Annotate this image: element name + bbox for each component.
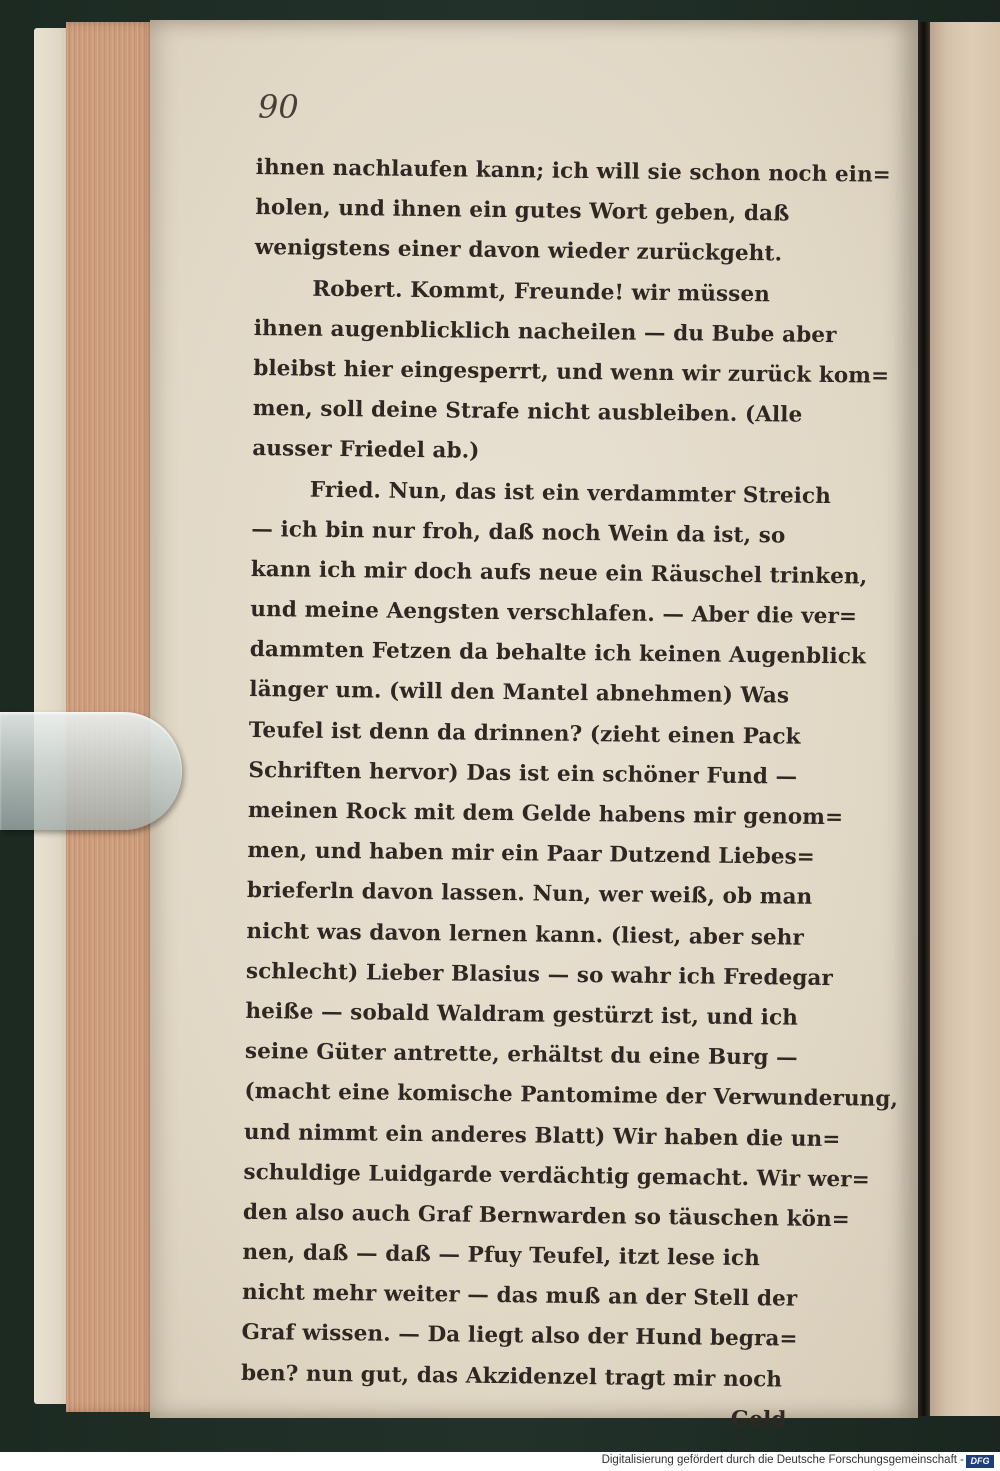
text-line: nen, daß — daß — Pfuy Teufel, itzt lese ich bbox=[242, 1239, 761, 1272]
funding-notice: Digitalisierung gefördert durch die Deutsche Forschungsgemeinschaft - bbox=[601, 1454, 964, 1466]
text-line: seine Güter antrette, erhältst du eine Burg — bbox=[244, 1039, 798, 1071]
text-line: Graf wissen. — Da liegt also der Hund begra= bbox=[241, 1320, 798, 1353]
text-line: ben? nun gut, das Akzidenzel tragt mir noch bbox=[240, 1360, 783, 1393]
text-line: Teufel ist denn da drinnen? (zieht einen Pack bbox=[248, 717, 801, 750]
text-line: holen, und ihnen ein gutes Wort geben, daß bbox=[255, 195, 790, 227]
text-line: schlecht) Lieber Blasius — so wahr ich Fredegar bbox=[245, 958, 834, 991]
text-line: kann ich mir doch aufs neue ein Räuschel trinken, bbox=[250, 556, 868, 590]
footer-bar bbox=[0, 1452, 1000, 1471]
text-line: und meine Aengsten verschlafen. — Aber die ver= bbox=[250, 597, 858, 630]
text-line: — ich bin nur froh, daß noch Wein da ist, so bbox=[251, 516, 786, 549]
text-line: Schriften hervor) Das ist ein schöner Fund — bbox=[248, 757, 798, 790]
facing-page bbox=[930, 22, 1000, 1416]
text-line: Fried. Nun, das ist ein verdammter Streich bbox=[309, 477, 832, 509]
book-gutter bbox=[918, 22, 930, 1416]
text-line: heiße — sobald Waldram gestürzt ist, und ich bbox=[245, 998, 799, 1031]
text-line: bleibst hier eingesperrt, und wenn wir zurück kom= bbox=[253, 355, 890, 389]
text-line: schuldige Luidgarde verdächtig gemacht. Wir wer= bbox=[243, 1159, 870, 1193]
text-line: (macht eine komische Pantomime der Verwunderung, bbox=[244, 1079, 899, 1113]
page-holder-clip bbox=[0, 712, 182, 830]
text-line: länger um. (will den Mantel abnehmen) Was bbox=[249, 677, 790, 709]
text-line: meinen Rock mit dem Gelde habens mir genom= bbox=[247, 797, 844, 831]
page-text bbox=[240, 148, 899, 1441]
page-number: 90 bbox=[258, 88, 299, 126]
text-line: men, soll deine Strafe nicht ausbleiben. (Alle bbox=[252, 396, 803, 428]
text-line: ihnen nachlaufen kann; ich will sie schon noch ein= bbox=[255, 154, 892, 188]
catchword: Geld bbox=[730, 1406, 787, 1433]
dfg-logo: DFG bbox=[966, 1455, 994, 1468]
text-line: men, und haben mir ein Paar Dutzend Liebes= bbox=[247, 838, 816, 871]
text-line: den also auch Graf Bernwarden so täuschen kön= bbox=[242, 1199, 851, 1233]
text-line: und nimmt ein anderes Blatt) Wir haben die un= bbox=[243, 1119, 841, 1152]
text-line: nicht was davon lernen kann. (liest, aber sehr bbox=[246, 918, 805, 951]
text-line: brieferln davon lassen. Nun, wer weiß, ob man bbox=[246, 878, 813, 911]
text-line: ausser Friedel ab.) bbox=[252, 436, 480, 465]
text-line: ihnen augenblicklich nacheilen — du Bube aber bbox=[253, 315, 837, 348]
text-line: dammten Fetzen da behalte ich keinen Augenblick bbox=[249, 637, 867, 670]
text-line: nicht mehr weiter — das muß an der Stell der bbox=[241, 1280, 798, 1312]
text-line: wenigstens einer davon wieder zurückgeht. bbox=[254, 235, 783, 267]
text-line: Robert. Kommt, Freunde! wir müssen bbox=[312, 276, 771, 307]
